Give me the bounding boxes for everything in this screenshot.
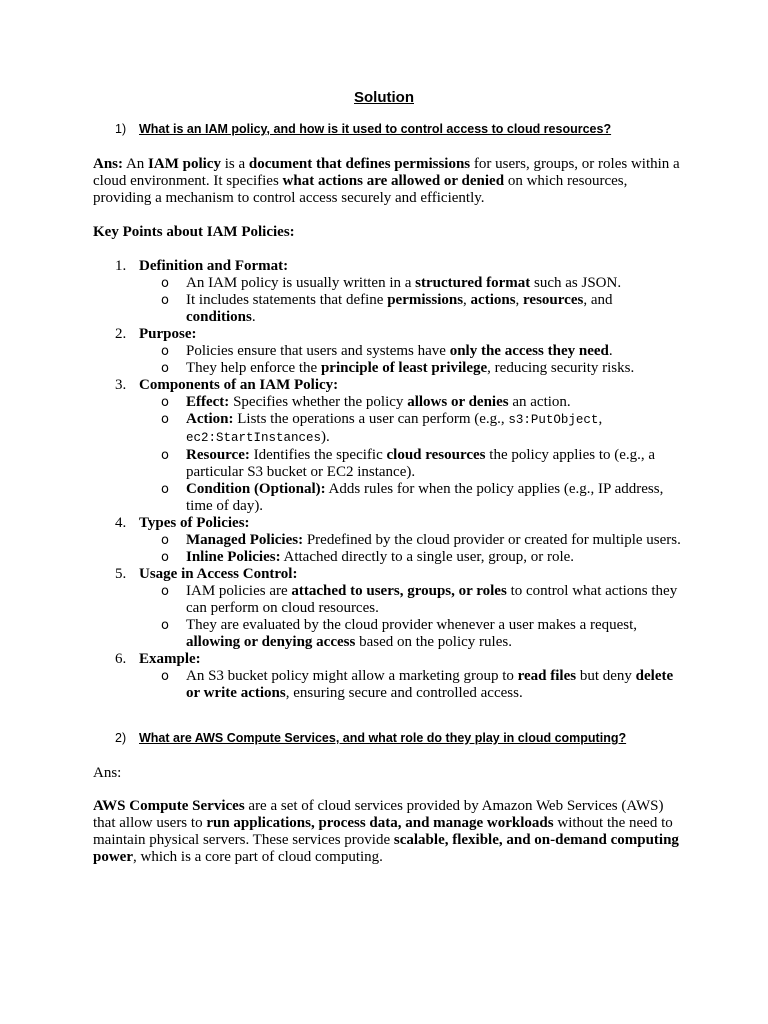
bold-text: Resource:	[186, 447, 250, 463]
answer-1-label: Ans:	[93, 156, 124, 172]
bullet-icon: o	[161, 669, 169, 684]
key-point-title: Components of an IAM Policy:	[139, 377, 339, 393]
bold-text: Condition (Optional):	[186, 481, 326, 497]
key-point-title: Definition and Format:	[139, 258, 289, 274]
bullet-icon: o	[161, 276, 169, 291]
key-point-title: Usage in Access Control:	[139, 566, 298, 582]
text-run: ,	[463, 292, 471, 308]
text-run: Specifies whether the policy	[229, 394, 408, 410]
code-text: s3:PutObject	[508, 413, 599, 427]
sub-bullet-item	[139, 617, 683, 651]
text-run: An S3 bucket policy might allow a marketing group to	[186, 668, 518, 684]
bullet-icon: o	[161, 618, 169, 633]
answer-1-paragraph-block	[93, 156, 683, 207]
text-run: .	[251, 309, 256, 325]
sub-bullet-item	[139, 668, 683, 702]
question-2	[115, 730, 695, 746]
text-run: are a set of cloud services provided by Amazon Web Services (AWS) that allow users to	[93, 798, 664, 831]
sub-bullet-list	[139, 343, 683, 377]
answer-2-label: Ans:	[93, 765, 122, 781]
text-run: Adds rules for when the policy applies (e.g., IP address, time of day).	[186, 481, 664, 514]
bold-text: delete or write actions	[186, 668, 674, 701]
text-run: the policy applies to (e.g., a particular S3 bucket or EC2 instance).	[186, 447, 656, 480]
bold-text: actions	[470, 292, 516, 308]
key-point-item	[93, 258, 683, 326]
question-1	[115, 121, 695, 137]
bold-text: what actions are allowed or denied	[282, 173, 505, 189]
question-2-text: What are AWS Compute Services, and what role do they play in cloud computing?	[139, 731, 627, 745]
bold-text: run applications, process data, and manage workloads	[206, 815, 554, 831]
text-run: ,	[515, 292, 524, 308]
key-point-item	[93, 651, 683, 702]
key-point-item	[93, 377, 683, 515]
key-point-number: 5.	[115, 566, 127, 582]
sub-bullet-item	[139, 275, 683, 292]
text-run: ,	[598, 411, 603, 427]
bold-text: allowing or denying access	[186, 634, 356, 650]
text-run: , and	[583, 292, 613, 308]
text-run: Policies ensure that users and systems have	[186, 343, 450, 359]
question-2-number: 2)	[115, 731, 127, 745]
key-point-item	[93, 326, 683, 377]
key-point-number: 3.	[115, 377, 127, 393]
sub-bullet-item	[139, 343, 683, 360]
sub-bullet-item	[139, 583, 683, 617]
text-run: They are evaluated by the cloud provider whenever a user makes a request,	[186, 617, 638, 633]
text-run: on which resources, providing a mechanism to control access securely and efficiently.	[93, 173, 628, 206]
bold-text: Managed Policies:	[186, 532, 304, 548]
text-run: but deny	[576, 668, 636, 684]
bold-text: structured format	[415, 275, 531, 291]
bold-text: only the access they need	[449, 343, 609, 359]
bold-text: allows or denies	[407, 394, 509, 410]
answer-2-paragraph-block	[93, 798, 683, 866]
text-run: , ensuring secure and controlled access.	[285, 685, 523, 701]
text-run: .	[608, 343, 613, 359]
bullet-icon: o	[161, 584, 169, 599]
question-1-text: What is an IAM policy, and how is it used to control access to cloud resources?	[139, 122, 612, 136]
bold-text: attached to users, groups, or roles	[291, 583, 507, 599]
key-point-item	[93, 515, 683, 566]
sub-bullet-item	[139, 360, 683, 377]
text-run: such as JSON.	[530, 275, 622, 291]
answer-1-paragraph	[93, 156, 683, 207]
sub-bullet-list	[139, 668, 683, 702]
bold-text: principle of least privilege	[320, 360, 488, 376]
text-run: Predefined by the cloud provider or created for multiple users.	[303, 532, 681, 548]
bold-text: document that defines permissions	[248, 156, 471, 172]
bullet-icon: o	[161, 395, 169, 410]
bullet-icon: o	[161, 344, 169, 359]
code-text: ec2:StartInstances	[186, 431, 322, 445]
key-point-title: Purpose:	[139, 326, 197, 342]
bold-text: AWS Compute Services	[93, 798, 245, 814]
sub-bullet-list	[139, 583, 683, 651]
text-run: An	[123, 156, 149, 172]
bold-text: Inline Policies:	[186, 549, 281, 565]
text-run: an action.	[508, 394, 571, 410]
sub-bullet-list	[139, 394, 683, 515]
key-point-number: 6.	[115, 651, 127, 667]
bold-text: permissions	[387, 292, 464, 308]
key-points-list	[93, 258, 683, 702]
bold-text: cloud resources	[386, 447, 486, 463]
text-run: without the need to maintain physical servers. These services provide	[93, 815, 673, 848]
bold-text: read files	[517, 668, 577, 684]
key-point-number: 2.	[115, 326, 127, 342]
key-points-list-block	[93, 258, 683, 702]
page-title: Solution	[354, 89, 414, 106]
key-point-title: Example:	[139, 651, 201, 667]
text-run: They help enforce the	[186, 360, 321, 376]
key-point-number: 1.	[115, 258, 127, 274]
bullet-icon: o	[161, 550, 169, 565]
sub-bullet-item	[139, 447, 683, 481]
sub-bullet-list	[139, 532, 683, 566]
bullet-icon: o	[161, 533, 169, 548]
sub-bullet-item	[139, 394, 683, 411]
key-point-title: Types of Policies:	[139, 515, 250, 531]
text-run: , reducing security risks.	[487, 360, 635, 376]
text-run: , which is a core part of cloud computing.	[133, 849, 383, 865]
answer-2-paragraph	[93, 798, 683, 866]
text-run: Identifies the specific	[249, 447, 387, 463]
text-run: An IAM policy is usually written in a	[186, 275, 416, 291]
bullet-icon: o	[161, 293, 169, 308]
key-points-heading: Key Points about IAM Policies:	[93, 224, 295, 240]
sub-bullet-item	[139, 292, 683, 326]
bullet-icon: o	[161, 482, 169, 497]
bullet-icon: o	[161, 448, 169, 463]
bold-text: Effect:	[186, 394, 230, 410]
text-run: is a	[220, 156, 249, 172]
text-run: to control what actions they can perform on cloud resources.	[186, 583, 678, 616]
sub-bullet-item	[139, 549, 683, 566]
text-run: IAM policies are	[186, 583, 292, 599]
key-point-item	[93, 566, 683, 651]
bold-text: IAM policy	[148, 156, 221, 172]
bold-text: conditions	[186, 309, 252, 325]
bold-text: resources	[523, 292, 584, 308]
sub-bullet-item	[139, 411, 683, 447]
text-run: Lists the operations a user can perform (e.g.,	[233, 411, 509, 427]
text-run: for users, groups, or roles within a cloud environment. It specifies	[93, 156, 680, 189]
sub-bullet-item	[139, 532, 683, 549]
answer-1-body	[93, 156, 680, 206]
key-point-number: 4.	[115, 515, 127, 531]
sub-bullet-item	[139, 481, 683, 515]
text-run: ).	[321, 429, 330, 445]
question-1-number: 1)	[115, 122, 127, 136]
bullet-icon: o	[161, 412, 169, 427]
text-run: Attached directly to a single user, group, or role.	[280, 549, 575, 565]
text-run: It includes statements that define	[186, 292, 388, 308]
sub-bullet-list	[139, 275, 683, 326]
bold-text: Action:	[186, 411, 234, 427]
bullet-icon: o	[161, 361, 169, 376]
bold-text: scalable, flexible, and on-demand computing power	[93, 832, 679, 865]
text-run: based on the policy rules.	[355, 634, 512, 650]
